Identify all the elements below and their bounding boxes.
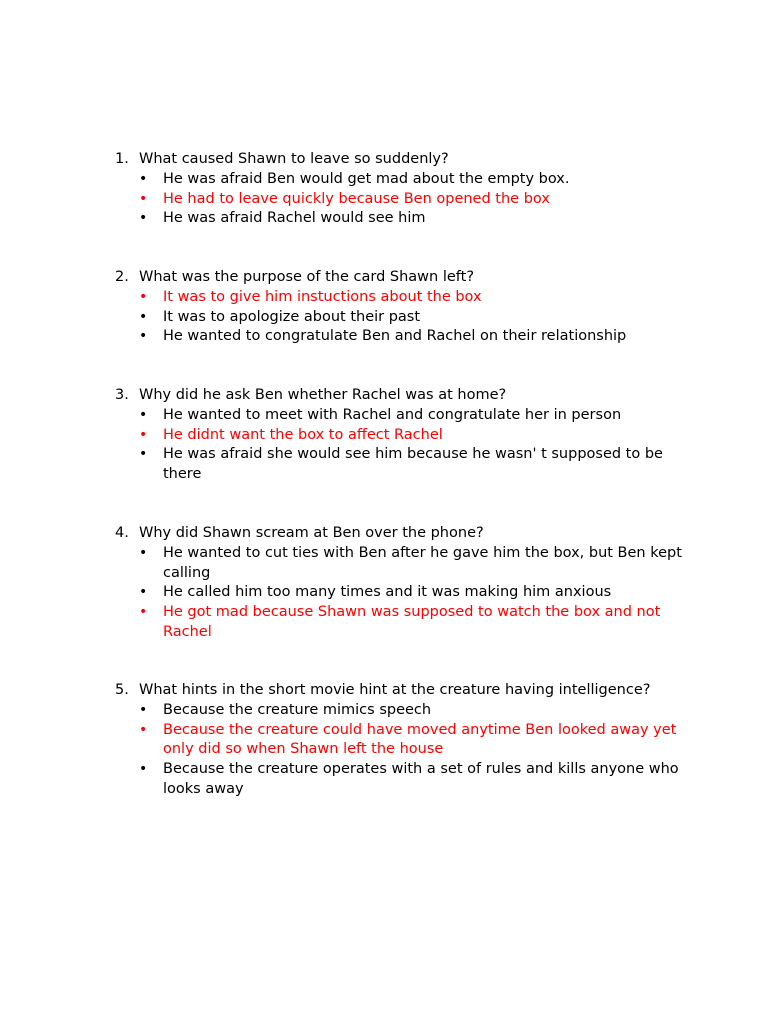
- question-line: [115, 681, 685, 701]
- question-3: [115, 386, 685, 485]
- answer-item-highlighted: [139, 721, 685, 761]
- answer-item: [139, 308, 685, 328]
- answer-item: [139, 170, 685, 190]
- answer-item: [139, 701, 685, 721]
- answer-text: Because the creature operates with a set of rules and kills anyone who looks away: [163, 761, 679, 797]
- bullet-icon: •: [139, 544, 148, 561]
- question-text: What hints in the short movie hint at the creature having intelligence?: [139, 682, 651, 698]
- question-number: 2.: [115, 269, 129, 285]
- answer-list: [139, 170, 685, 229]
- bullet-icon: •: [139, 584, 148, 601]
- answer-item-highlighted: [139, 288, 685, 308]
- answer-text: He was afraid Ben would get mad about the empty box.: [163, 170, 570, 187]
- question-text: What caused Shawn to leave so suddenly?: [139, 151, 449, 167]
- answer-item-highlighted: [139, 190, 685, 210]
- question-number: 4.: [115, 525, 129, 541]
- question-line: [115, 386, 685, 406]
- answer-text: He was afraid she would see him because he wasn' t supposed to be there: [163, 446, 663, 483]
- answer-item-highlighted: [139, 603, 685, 643]
- answer-item: [139, 327, 685, 347]
- answer-list: [139, 406, 685, 485]
- answer-item: [139, 760, 685, 800]
- question-line: [115, 268, 685, 288]
- bullet-icon: •: [139, 761, 148, 778]
- question-line: [115, 150, 685, 170]
- question-line: [115, 524, 685, 544]
- bullet-icon: •: [139, 210, 148, 227]
- answer-text: He had to leave quickly because Ben opened the box: [163, 190, 550, 207]
- answer-text: It was to apologize about their past: [163, 308, 421, 325]
- bullet-icon: •: [139, 701, 148, 718]
- bullet-icon: •: [139, 308, 148, 325]
- answer-list: [139, 701, 685, 800]
- bullet-icon: •: [139, 190, 148, 207]
- answer-item: [139, 583, 685, 603]
- answer-text: He was afraid Rachel would see him: [163, 210, 426, 227]
- question-number: 1.: [115, 151, 129, 167]
- answer-text: It was to give him instuctions about the box: [163, 288, 482, 305]
- question-5: [115, 681, 685, 800]
- answer-text: Because the creature mimics speech: [163, 701, 432, 718]
- answer-text: He didnt want the box to affect Rachel: [163, 426, 443, 443]
- answer-item: [139, 209, 685, 229]
- question-2: [115, 268, 685, 347]
- bullet-icon: •: [139, 328, 148, 345]
- question-4: [115, 524, 685, 643]
- bullet-icon: •: [139, 288, 148, 305]
- question-number: 3.: [115, 387, 129, 403]
- answer-text: He got mad because Shawn was supposed to watch the box and not Rachel: [163, 604, 661, 640]
- question-text: Why did he ask Ben whether Rachel was at home?: [139, 387, 507, 403]
- question-text: Why did Shawn scream at Ben over the phone?: [139, 525, 484, 541]
- answer-list: [139, 544, 685, 643]
- bullet-icon: •: [139, 446, 148, 463]
- question-1: [115, 150, 685, 229]
- bullet-icon: •: [139, 426, 148, 443]
- answer-text: He wanted to cut ties with Ben after he gave him the box, but Ben kept calling: [163, 544, 682, 581]
- answer-text: He wanted to congratulate Ben and Rachel on their relationship: [163, 328, 627, 345]
- answer-item: [139, 544, 685, 584]
- bullet-icon: •: [139, 604, 148, 621]
- answer-list: [139, 288, 685, 347]
- question-text: What was the purpose of the card Shawn left?: [139, 269, 475, 285]
- answer-item-highlighted: [139, 426, 685, 446]
- bullet-icon: •: [139, 721, 148, 738]
- answer-text: He wanted to meet with Rachel and congratulate her in person: [163, 406, 622, 423]
- bullet-icon: •: [139, 170, 148, 187]
- bullet-icon: •: [139, 406, 148, 423]
- answer-item: [139, 445, 685, 485]
- answer-text: He called him too many times and it was making him anxious: [163, 584, 612, 601]
- answer-text: Because the creature could have moved anytime Ben looked away yet only did so when Shawn left the house: [163, 721, 677, 758]
- answer-item: [139, 406, 685, 426]
- question-number: 5.: [115, 682, 129, 698]
